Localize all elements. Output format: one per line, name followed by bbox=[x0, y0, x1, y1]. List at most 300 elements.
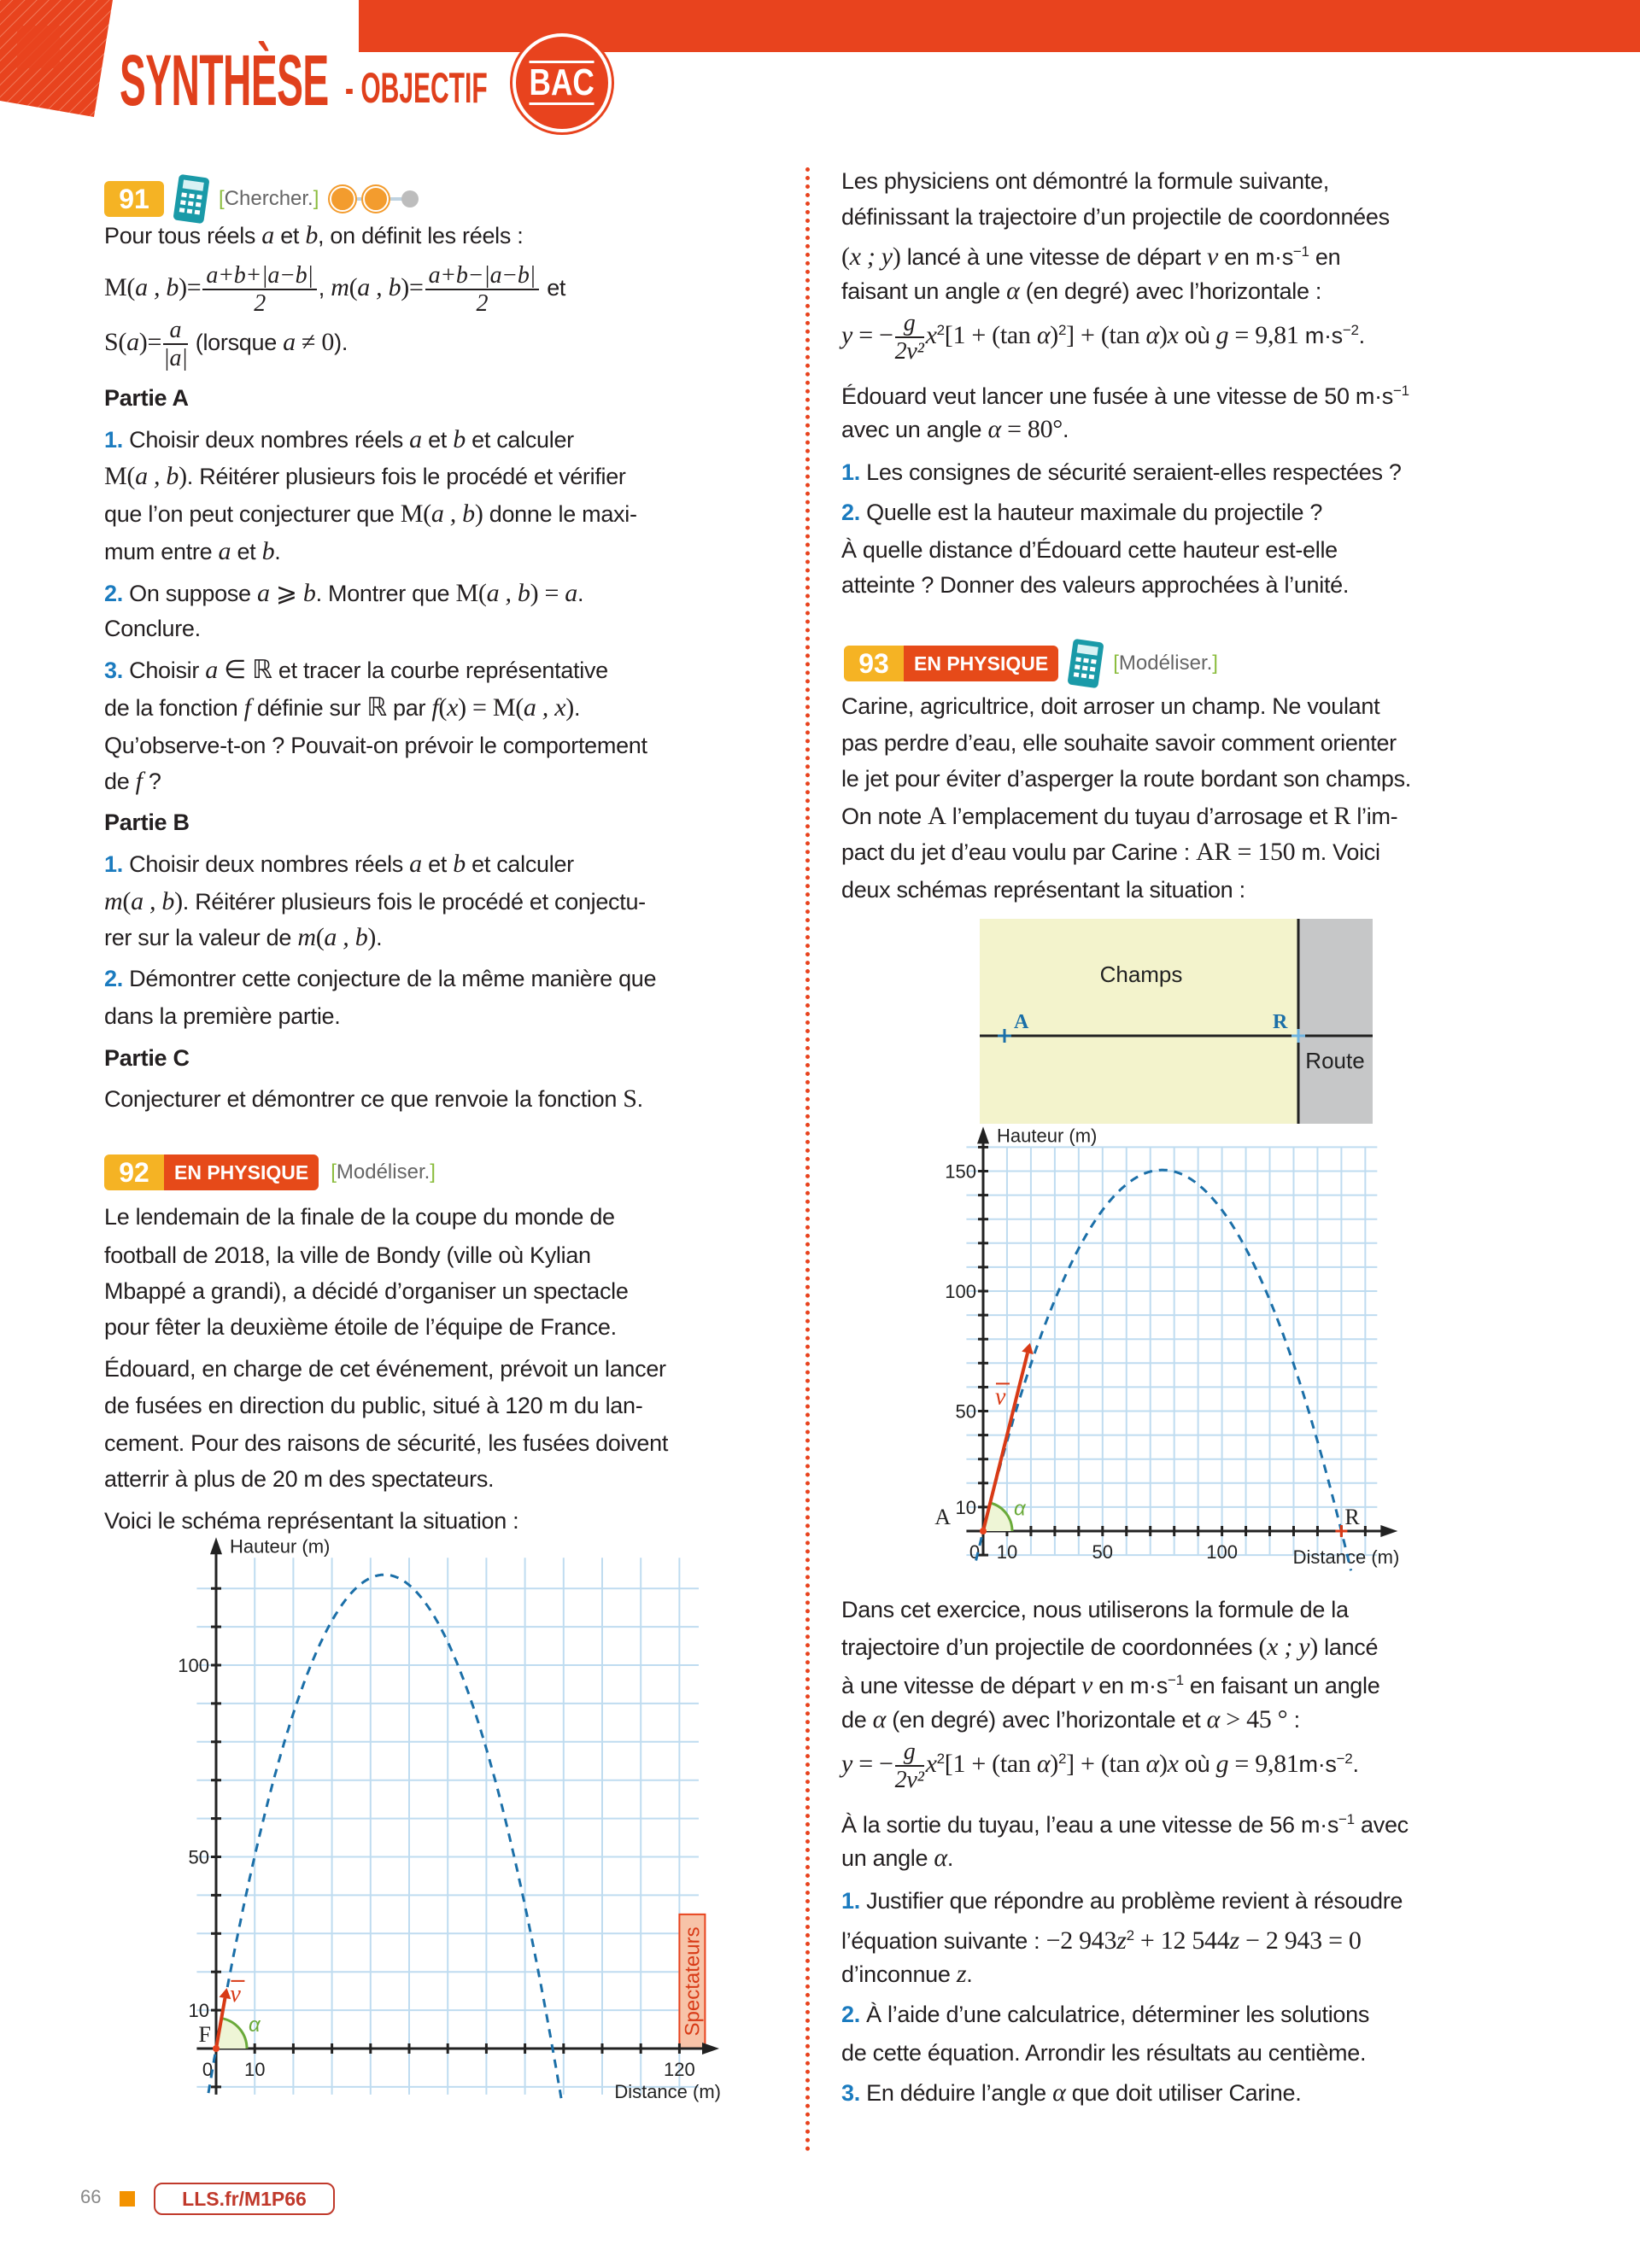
point-a-label: A bbox=[1014, 1011, 1029, 1033]
math-variable: f bbox=[431, 693, 439, 722]
math-expression: S( bbox=[104, 328, 127, 357]
math-expression: [1 + (tan bbox=[944, 1750, 1037, 1779]
math-variable: a , b bbox=[430, 500, 475, 528]
text-line bbox=[841, 726, 1397, 760]
text-line bbox=[104, 262, 565, 317]
text: où bbox=[1178, 323, 1216, 349]
text: lancé bbox=[1317, 1634, 1379, 1660]
text: , bbox=[318, 275, 331, 301]
superscript: 2 bbox=[936, 1751, 945, 1768]
fraction bbox=[895, 310, 924, 365]
difficulty-indicator bbox=[329, 184, 423, 213]
text: en m·s bbox=[1092, 1673, 1168, 1698]
math-expression: A bbox=[928, 802, 946, 830]
text-line bbox=[841, 1957, 972, 1991]
origin-label: A bbox=[934, 1505, 951, 1529]
math-variable: α bbox=[934, 1844, 947, 1872]
math-expression: − 2 943 = 0 bbox=[1239, 1926, 1362, 1955]
x-tick-label: 100 bbox=[1206, 1541, 1238, 1563]
text: Choisir bbox=[122, 658, 206, 683]
math-variable: a , b bbox=[486, 579, 530, 607]
vector-label: v bbox=[230, 1980, 241, 2008]
math-variable: m bbox=[297, 923, 316, 951]
y-tick-label: 50 bbox=[188, 1846, 209, 1868]
math-expression: ) bbox=[1050, 321, 1058, 350]
math-expression: AR = 150 bbox=[1196, 838, 1296, 866]
math-expression: = 9,81 bbox=[1228, 321, 1299, 350]
x-axis-arrow bbox=[702, 2043, 719, 2055]
text: . bbox=[376, 925, 383, 950]
text-line bbox=[104, 962, 656, 996]
math-variable: v bbox=[1206, 243, 1218, 271]
math-variable: g bbox=[1215, 1750, 1229, 1779]
text: Les consignes de sécurité seraient-elles respectées ? bbox=[859, 459, 1402, 485]
math-variable: x bbox=[447, 693, 459, 722]
text: pact du jet d’eau voulu par Carine : bbox=[841, 839, 1197, 865]
x-tick-label: 0 bbox=[202, 2059, 214, 2080]
math-variable: a bbox=[261, 221, 274, 249]
math-expression: ) bbox=[1050, 1750, 1058, 1779]
text-line bbox=[841, 1841, 953, 1875]
x-axis-label: Distance (m) bbox=[614, 2081, 721, 2102]
text-line bbox=[104, 728, 647, 763]
skill-label: [Modéliser.] bbox=[331, 1160, 436, 1184]
math-expression: )= bbox=[179, 273, 202, 302]
text: et bbox=[421, 851, 454, 877]
text: . bbox=[946, 1845, 954, 1871]
superscript: 2 bbox=[1126, 1927, 1134, 1944]
math-expression: ( bbox=[438, 693, 448, 722]
math-variable: α bbox=[872, 1705, 887, 1733]
page-title: SYNTHÈSE bbox=[120, 40, 329, 120]
text: de bbox=[104, 769, 136, 794]
text: En déduire l’angle bbox=[859, 2080, 1053, 2106]
field-label: Champs bbox=[1099, 962, 1183, 987]
trajectory-graph-93 bbox=[931, 1125, 1418, 1580]
text: Justifier que répondre au problème revient à résoudre bbox=[859, 1888, 1403, 1914]
math-variable: α bbox=[1036, 1750, 1051, 1779]
text: Dans cet exercice, nous utiliserons la formule de la bbox=[841, 1597, 1349, 1622]
text-line bbox=[104, 576, 583, 611]
text: dans la première partie. bbox=[104, 1003, 341, 1029]
x-axis-label: Distance (m) bbox=[1292, 1546, 1400, 1568]
math-expression: S bbox=[623, 1084, 637, 1113]
math-variable: a bbox=[218, 537, 231, 565]
math-variable: a bbox=[126, 328, 139, 357]
exercise-91-header bbox=[104, 174, 423, 224]
numerator: a+b+|a−b| bbox=[202, 262, 316, 290]
y-axis-label: Hauteur (m) bbox=[230, 1535, 331, 1558]
math-variable: y bbox=[841, 1750, 853, 1779]
math-expression: = 80° bbox=[1000, 415, 1063, 443]
difficulty-dot-empty bbox=[401, 190, 419, 208]
y-axis-arrow bbox=[210, 1537, 222, 1554]
text: de la fonction bbox=[104, 695, 244, 721]
angle-label: α bbox=[1014, 1497, 1026, 1521]
x-tick-label: 120 bbox=[664, 2059, 695, 2080]
math-expression: ) bbox=[179, 462, 187, 490]
math-expression: ( bbox=[122, 887, 132, 915]
math-variable: x bbox=[1167, 321, 1179, 350]
text: Pour tous réels bbox=[104, 223, 262, 248]
text-line bbox=[841, 1703, 1300, 1737]
math-variable: m bbox=[104, 887, 123, 915]
math-variable: v bbox=[1081, 1671, 1093, 1699]
trajectory-curve bbox=[208, 1575, 562, 2101]
text: donne le maxi- bbox=[483, 501, 637, 527]
exercise-number: 91 bbox=[104, 181, 164, 217]
text: Mbappé a grandi), a décidé d’organiser un spectacle bbox=[104, 1278, 629, 1304]
math-expression: > 45 ° bbox=[1220, 1705, 1288, 1733]
denominator: 2v² bbox=[894, 1767, 924, 1793]
text: . Réitérer plusieurs fois le procédé et conjectu- bbox=[182, 889, 646, 915]
text: . bbox=[1358, 323, 1365, 349]
denominator: 2v² bbox=[894, 338, 924, 365]
numerator: a+b−|a−b| bbox=[425, 262, 539, 290]
text-line bbox=[104, 1274, 629, 1308]
text-line bbox=[841, 568, 1349, 602]
math-variable: x bbox=[925, 321, 937, 350]
math-variable: x bbox=[925, 1750, 937, 1779]
math-expression: ) bbox=[565, 693, 574, 722]
angle-label: α bbox=[249, 2014, 261, 2037]
question-number: 2. bbox=[104, 966, 123, 991]
math-variable: a bbox=[283, 328, 296, 357]
road-label: Route bbox=[1305, 1048, 1365, 1073]
math-expression: )= bbox=[138, 328, 162, 357]
text: pour fêter la deuxième étoile de l’équipe de France. bbox=[104, 1314, 617, 1340]
math-variable: a bbox=[205, 656, 218, 684]
math-expression: ℝ bbox=[366, 693, 387, 722]
text-line bbox=[104, 1310, 617, 1344]
calculator-icon bbox=[174, 174, 208, 224]
math-variable: a bbox=[256, 579, 270, 607]
question-number: 2. bbox=[841, 2002, 860, 2027]
question-number: 1. bbox=[104, 427, 123, 453]
field-diagram bbox=[980, 919, 1373, 1124]
text: pas perdre d’eau, elle souhaite savoir comment orienter bbox=[841, 730, 1397, 756]
trajectory-curve bbox=[976, 1170, 1351, 1570]
text: Qu’observe-t-on ? Pouvait-on prévoir le comportement bbox=[104, 733, 647, 758]
text-line bbox=[841, 164, 1329, 198]
end-point-label: R bbox=[1344, 1505, 1360, 1529]
text: Quelle est la hauteur maximale du projectile ? bbox=[859, 500, 1323, 525]
math-expression: ∈ ℝ bbox=[217, 656, 272, 684]
text-line bbox=[104, 999, 340, 1033]
text: ). bbox=[334, 330, 348, 356]
text: football de 2018, la ville de Bondy (ville où Kylian bbox=[104, 1242, 591, 1268]
math-expression: ( bbox=[315, 923, 325, 951]
superscript: 2 bbox=[1057, 322, 1067, 339]
text: et bbox=[541, 275, 566, 301]
text: Le lendemain de la finale de la coupe du monde de bbox=[104, 1204, 615, 1230]
text: définie sur bbox=[250, 695, 367, 721]
text: et tracer la courbe représentative bbox=[272, 658, 608, 683]
exercise-93-header bbox=[844, 639, 1218, 688]
question-number: 3. bbox=[841, 2080, 860, 2106]
numerator: a bbox=[163, 317, 188, 345]
math-expression: ( bbox=[841, 243, 850, 271]
text: et bbox=[421, 427, 454, 453]
text-line bbox=[841, 274, 1321, 308]
text: l’im- bbox=[1350, 804, 1398, 829]
math-expression: ) = M( bbox=[458, 693, 524, 722]
origin-point bbox=[980, 1528, 987, 1534]
text: Édouard veut lancer une fusée à une vitesse de 50 m·s bbox=[841, 383, 1394, 409]
spectators-label: Spectateurs bbox=[681, 1926, 705, 2037]
text: . bbox=[274, 539, 281, 564]
text-line bbox=[841, 200, 1390, 234]
fraction bbox=[163, 317, 188, 371]
math-variable: f bbox=[135, 767, 143, 795]
text: . bbox=[636, 1086, 643, 1112]
text-line bbox=[841, 235, 1340, 274]
text: et calculer bbox=[465, 427, 574, 453]
math-variable: x ; y bbox=[849, 243, 893, 271]
superscript: −2 bbox=[1336, 1751, 1353, 1768]
y-tick-label: 150 bbox=[945, 1160, 976, 1183]
text-line bbox=[841, 412, 1069, 447]
text-line bbox=[104, 611, 201, 646]
y-tick-label: 100 bbox=[178, 1655, 209, 1676]
text-line bbox=[104, 921, 382, 955]
difficulty-dot-filled bbox=[364, 187, 388, 211]
math-variable: α bbox=[1036, 321, 1051, 350]
math-expression: ] + (tan bbox=[1066, 321, 1146, 350]
vector-label: v bbox=[994, 1383, 1006, 1411]
math-variable: α bbox=[1145, 1750, 1159, 1779]
origin-point bbox=[213, 2045, 220, 2052]
text-line bbox=[841, 533, 1338, 567]
x-tick-label: 10 bbox=[996, 1541, 1018, 1563]
text: de bbox=[841, 1707, 873, 1733]
numerator: g bbox=[895, 1739, 924, 1767]
text-line bbox=[104, 847, 574, 881]
text: atterrir à plus de 20 m des spectateurs. bbox=[104, 1466, 495, 1492]
text-line bbox=[104, 1200, 615, 1234]
math-variable: a bbox=[409, 425, 422, 453]
text: Conclure. bbox=[104, 616, 201, 641]
column-divider bbox=[805, 167, 810, 2153]
math-variable: x bbox=[1167, 1750, 1179, 1779]
y-tick-label: 100 bbox=[945, 1281, 976, 1302]
math-variable: a , b bbox=[131, 887, 175, 915]
text-line bbox=[841, 2036, 1366, 2070]
physics-tag: EN PHYSIQUE bbox=[904, 646, 1058, 681]
text: (en degré) avec l’horizontale et bbox=[886, 1707, 1207, 1733]
math-variable: α bbox=[1145, 321, 1159, 350]
text: où bbox=[1178, 1751, 1216, 1778]
text: et calculer bbox=[465, 851, 574, 877]
section-heading: Partie A bbox=[104, 385, 189, 411]
bac-badge-label: BAC bbox=[529, 61, 595, 103]
text: . bbox=[577, 581, 584, 606]
math-expression: = − bbox=[852, 1750, 893, 1779]
text-line bbox=[841, 374, 1409, 413]
text: . Réitérer plusieurs fois le procédé et vérifier bbox=[186, 464, 626, 489]
y-tick-label: 50 bbox=[955, 1400, 976, 1423]
text: l’emplacement du tuyau d’arrosage et bbox=[946, 804, 1334, 829]
text-line bbox=[104, 885, 646, 919]
math-expression: )= bbox=[401, 273, 424, 302]
text-line bbox=[104, 219, 523, 253]
superscript: −1 bbox=[1338, 1811, 1355, 1827]
text: On suppose bbox=[122, 581, 257, 606]
x-tick-label: 50 bbox=[1092, 1541, 1114, 1563]
point-r-label: R bbox=[1273, 1011, 1288, 1033]
exercise-number: 93 bbox=[844, 646, 904, 681]
exercise-92-header bbox=[104, 1154, 436, 1190]
page-subtitle: - OBJECTIF bbox=[345, 64, 488, 112]
question-number: 1. bbox=[841, 1888, 860, 1914]
y-tick-label: 10 bbox=[188, 2000, 209, 2022]
fraction bbox=[895, 1739, 924, 1793]
text-line bbox=[841, 835, 1380, 869]
footer-square bbox=[120, 2191, 135, 2207]
text-line bbox=[104, 1462, 494, 1496]
math-expression: R bbox=[1333, 802, 1351, 830]
math-variable: b bbox=[261, 537, 275, 565]
text: par bbox=[386, 695, 432, 721]
math-variable: b bbox=[305, 221, 319, 249]
section-heading: Partie C bbox=[104, 1045, 190, 1071]
text-line bbox=[841, 1630, 1378, 1664]
text: Carine, agricultrice, doit arroser un champ. Ne voulant bbox=[841, 693, 1380, 719]
text: Choisir deux nombres réels bbox=[122, 427, 410, 453]
road-area bbox=[1298, 919, 1373, 1124]
text-line bbox=[104, 381, 189, 415]
text: Choisir deux nombres réels bbox=[122, 851, 410, 877]
text-line bbox=[841, 1803, 1409, 1842]
math-variable: a bbox=[565, 579, 577, 607]
text: avec un angle bbox=[841, 417, 988, 442]
text-line bbox=[104, 459, 626, 494]
math-variable: z bbox=[1116, 1926, 1127, 1955]
question-number: 1. bbox=[104, 851, 123, 877]
text: mum entre bbox=[104, 539, 219, 564]
text: ? bbox=[142, 769, 161, 794]
text: À l’aide d’une calculatrice, déterminer les solutions bbox=[859, 2002, 1370, 2027]
text-line bbox=[104, 805, 190, 839]
text-line bbox=[841, 873, 1245, 907]
text-line bbox=[104, 1352, 666, 1386]
math-expression: = 9,81 bbox=[1228, 1750, 1299, 1779]
text: m·s bbox=[1298, 1751, 1337, 1778]
y-axis-label: Hauteur (m) bbox=[997, 1125, 1098, 1147]
page-number: 66 bbox=[80, 2186, 102, 2207]
text: lancé à une vitesse de départ bbox=[900, 244, 1207, 270]
fraction bbox=[202, 262, 316, 317]
math-variable: b bbox=[453, 425, 466, 453]
text-line bbox=[841, 1663, 1379, 1703]
math-variable: z bbox=[956, 1960, 967, 1988]
text-line bbox=[841, 1593, 1349, 1627]
y-axis-arrow bbox=[977, 1126, 989, 1143]
numerator: g bbox=[895, 310, 924, 338]
origin-label: F bbox=[198, 2022, 211, 2047]
text: trajectoire d’un projectile de coordonnées bbox=[841, 1634, 1259, 1660]
y-tick-label: 10 bbox=[955, 1496, 976, 1518]
text: Édouard, en charge de cet événement, prévoit un lancer bbox=[104, 1356, 666, 1382]
superscript: −1 bbox=[1167, 1672, 1184, 1688]
math-expression: M( bbox=[104, 462, 136, 490]
text-line bbox=[841, 1739, 1359, 1793]
math-variable: α bbox=[1206, 1705, 1221, 1733]
text: en bbox=[1309, 244, 1341, 270]
math-expression: ] + (tan bbox=[1066, 1750, 1146, 1779]
math-variable: α bbox=[987, 415, 1001, 443]
text-line bbox=[104, 497, 637, 531]
math-expression: ) bbox=[1309, 1633, 1318, 1661]
text: Démontrer cette conjecture de la même manière que bbox=[122, 966, 657, 991]
superscript: −1 bbox=[1292, 243, 1309, 260]
text-line bbox=[841, 1919, 1362, 1958]
math-variable: a , b bbox=[324, 923, 368, 951]
text: Voici le schéma représentant la situation : bbox=[104, 1508, 519, 1534]
math-variable: z bbox=[1229, 1926, 1239, 1955]
calculator-icon bbox=[1069, 639, 1103, 688]
text-line bbox=[104, 535, 280, 569]
text: et bbox=[274, 223, 306, 248]
text: . bbox=[573, 695, 581, 721]
text-line bbox=[841, 2076, 1301, 2110]
text: . bbox=[1352, 1751, 1359, 1778]
math-expression: ) bbox=[474, 500, 483, 528]
math-variable: α bbox=[1052, 2078, 1066, 2107]
math-expression: + 12 544 bbox=[1133, 1926, 1230, 1955]
question-number: 1. bbox=[841, 459, 860, 485]
math-expression: = − bbox=[852, 321, 893, 350]
text: d’inconnue bbox=[841, 1961, 957, 1987]
text-line bbox=[104, 653, 608, 687]
math-expression: [1 + (tan bbox=[944, 321, 1037, 350]
text: (en degré) avec l’horizontale : bbox=[1019, 278, 1322, 304]
denominator: 2 bbox=[476, 290, 489, 317]
math-expression: ) bbox=[367, 923, 377, 951]
text: atteinte ? Donner des valeurs approchées à l’unité. bbox=[841, 572, 1350, 598]
text: faisant un angle bbox=[841, 278, 1007, 304]
text: le jet pour éviter d’asperger la route bordant son champs. bbox=[841, 766, 1411, 792]
text: rer sur la valeur de bbox=[104, 925, 298, 950]
text-line bbox=[104, 423, 574, 457]
text: . Montrer que bbox=[315, 581, 456, 606]
text-line bbox=[841, 1884, 1403, 1918]
math-expression: M( bbox=[400, 500, 431, 528]
text: de cette équation. Arrondir les résultats au centième. bbox=[841, 2040, 1367, 2066]
math-expression: ≠ 0 bbox=[295, 328, 335, 357]
footer-link[interactable]: LLS.fr/M1P66 bbox=[154, 2183, 335, 2215]
text: m·s bbox=[1298, 323, 1343, 349]
trajectory-graph-92 bbox=[162, 1535, 721, 2118]
text-line bbox=[104, 1238, 591, 1272]
x-tick-label: 0 bbox=[969, 1541, 981, 1563]
denominator: 2 bbox=[254, 290, 266, 317]
math-variable: a , b bbox=[135, 273, 179, 302]
math-variable: a , x bbox=[523, 693, 566, 722]
text: À la sortie du tuyau, l’eau a une vitesse de 56 m·s bbox=[841, 1812, 1339, 1838]
text: À quelle distance d’Édouard cette hauteur est-elle bbox=[841, 537, 1338, 563]
text: que l’on peut conjecturer que bbox=[104, 501, 401, 527]
text-line bbox=[104, 317, 348, 371]
question-number: 2. bbox=[104, 581, 123, 606]
skill-label: [Modéliser.] bbox=[1113, 652, 1218, 675]
text-line bbox=[104, 764, 161, 798]
bac-badge bbox=[516, 37, 608, 129]
text-line bbox=[104, 1426, 668, 1460]
math-variable: m bbox=[331, 273, 349, 302]
math-variable: x ; y bbox=[1267, 1633, 1310, 1661]
text: m. Voici bbox=[1295, 839, 1380, 865]
